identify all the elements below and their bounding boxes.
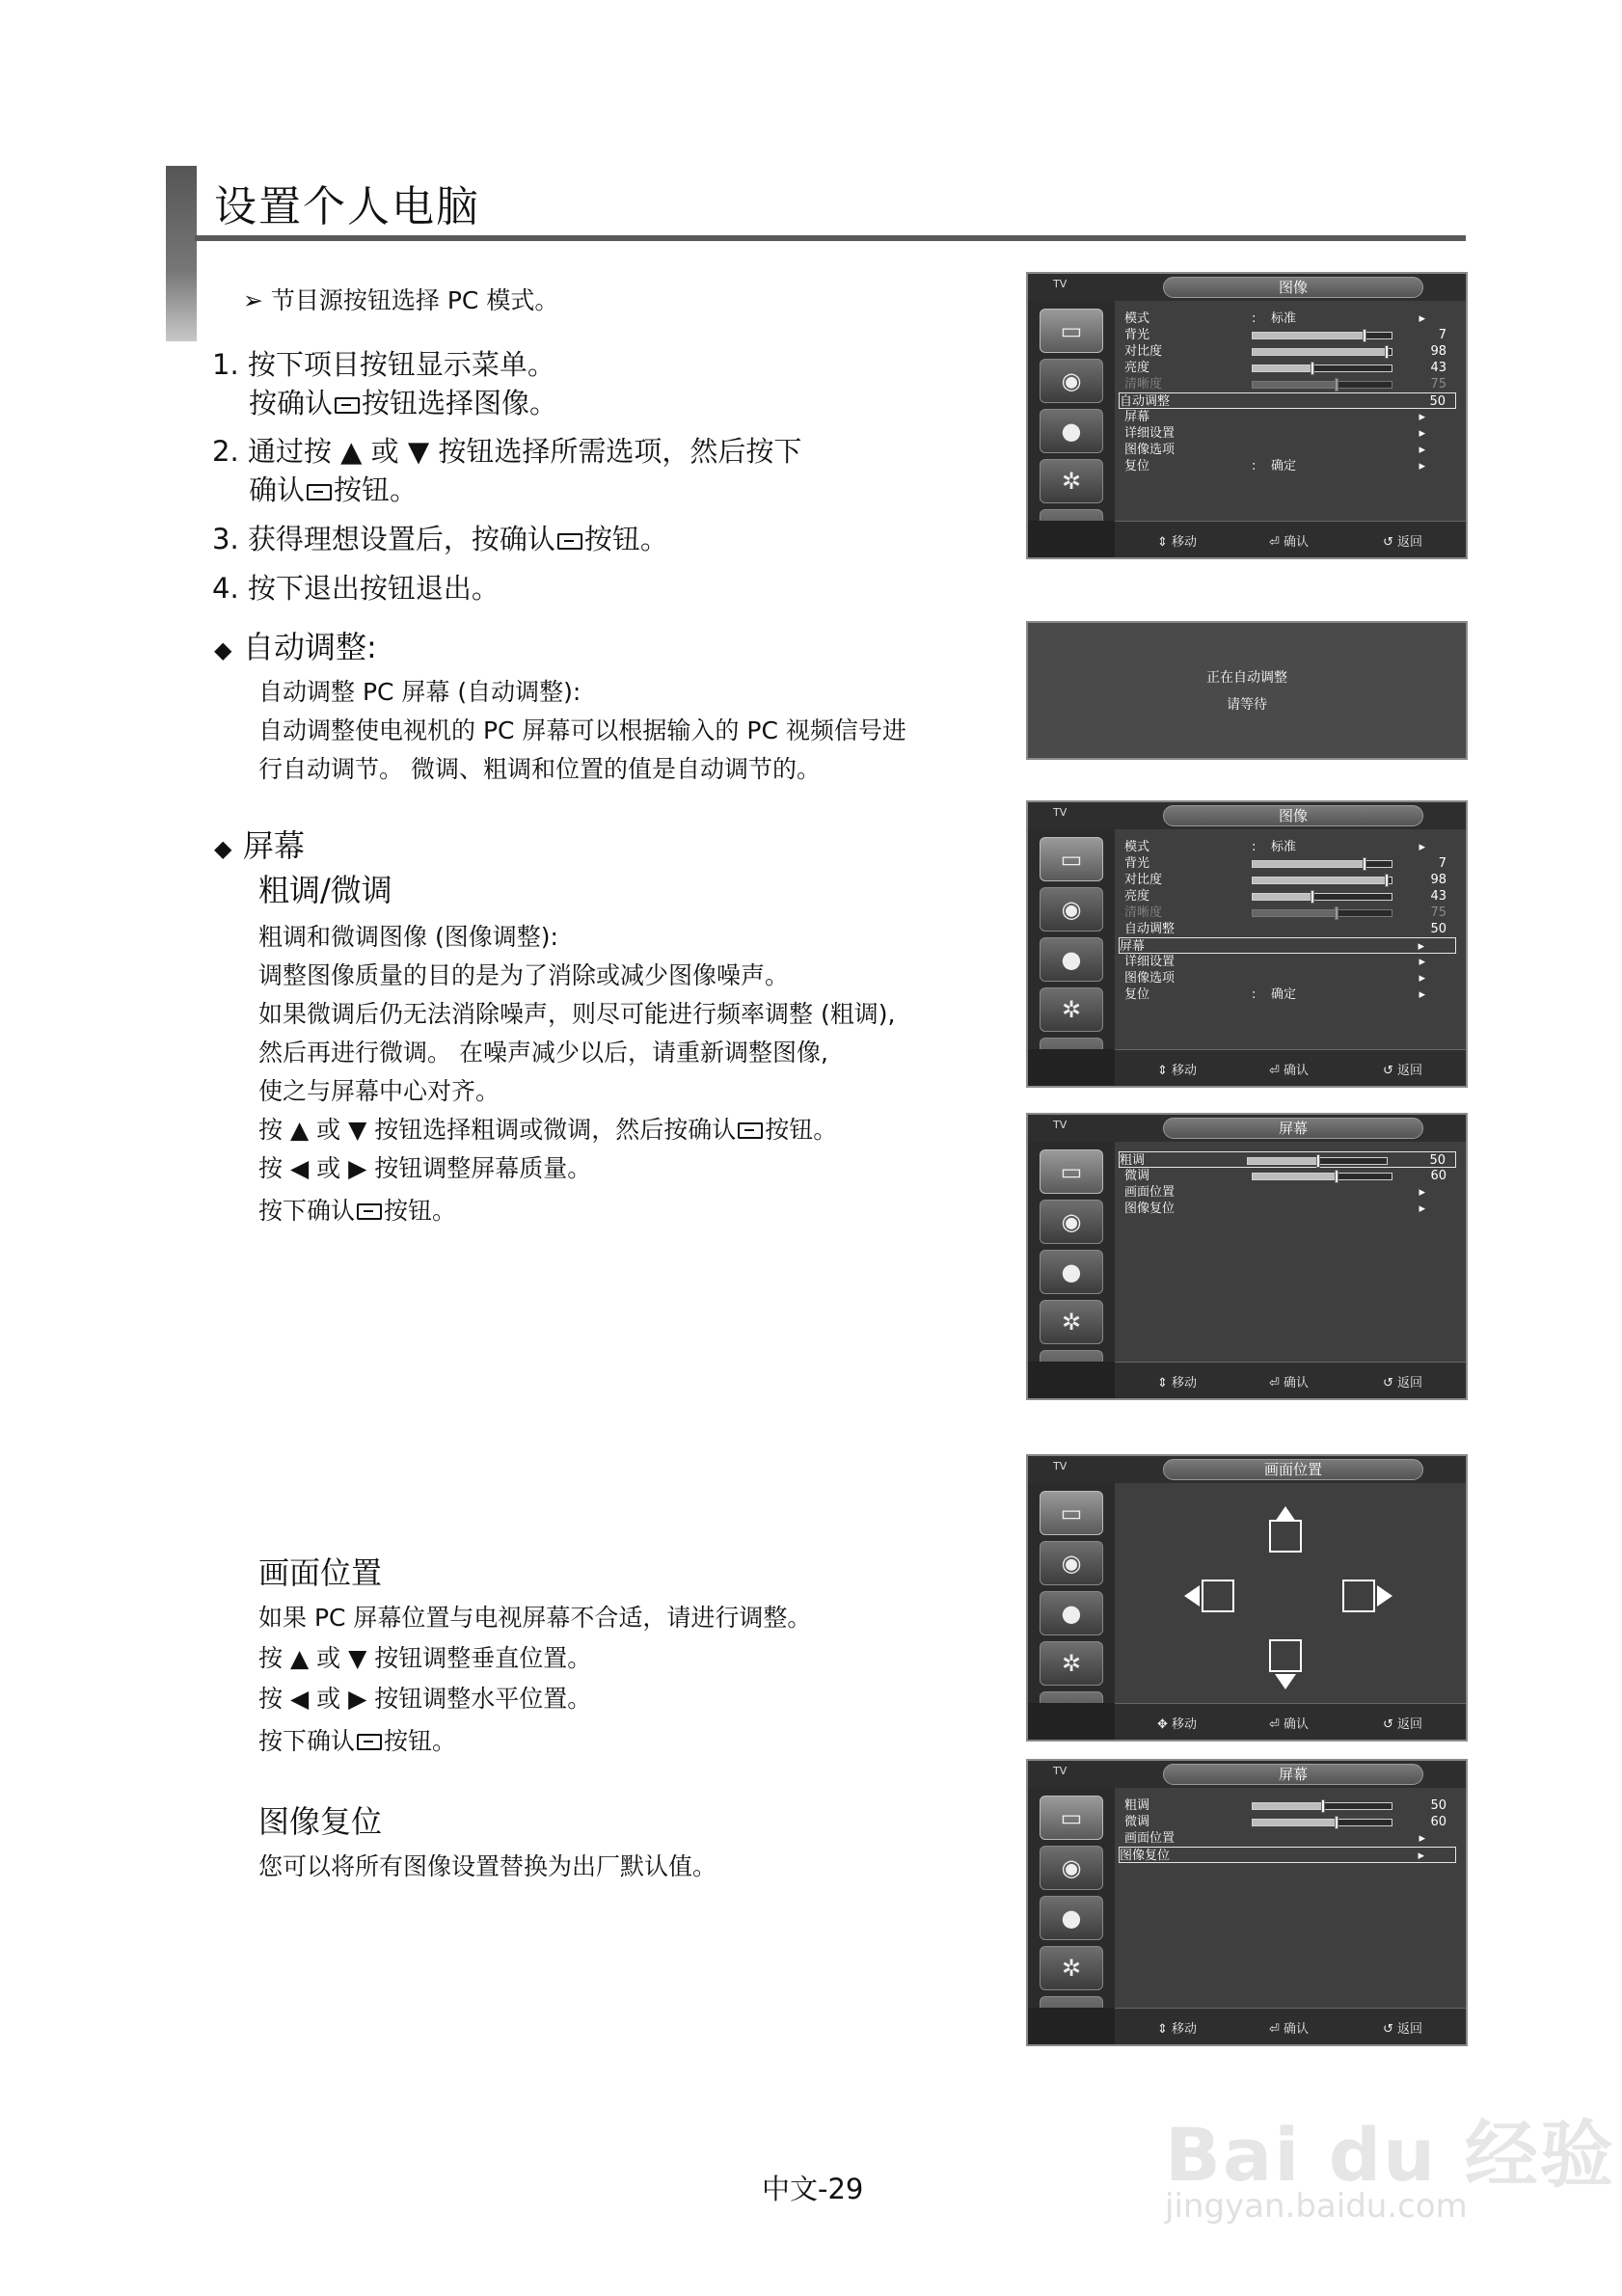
row-label: 微调 (1124, 1815, 1150, 1829)
osd-picture-menu-1 (1026, 272, 1468, 559)
menu-row-coarse[interactable] (1124, 1797, 1456, 1814)
arrow-icon: ▸ (1419, 1202, 1425, 1216)
hint-text: 确认 (1284, 1064, 1310, 1078)
osd-sidebar (1028, 1483, 1115, 1703)
return-hint: ↺ 返回 (1383, 2022, 1423, 2037)
hint-text: 确认 (1284, 1376, 1310, 1391)
menu-row-reset[interactable] (1124, 986, 1456, 1003)
osd-sidebar (1028, 301, 1115, 521)
menu-row-autoadjust[interactable] (1119, 392, 1456, 409)
step-number: 1. (212, 348, 239, 381)
step-3 (212, 518, 668, 557)
enter-hint: ⏎ 确认 (1269, 535, 1310, 550)
step-text: 确认 (249, 473, 306, 506)
row-label: 复位 (1124, 987, 1150, 1002)
channel-icon[interactable]: ● (1040, 409, 1103, 453)
up-arrow-icon[interactable] (1275, 1506, 1296, 1522)
channel-icon[interactable]: ● (1040, 1896, 1103, 1940)
return-hint: ↺ 返回 (1383, 1376, 1423, 1391)
osd-screen-menu-2 (1026, 1759, 1468, 2046)
left-arrow-icon[interactable] (1184, 1585, 1200, 1607)
row-value: 75 (1430, 377, 1446, 392)
header-accent-bar (166, 166, 197, 341)
step-text: 按下项目按钮显示菜单。 (247, 348, 555, 381)
slider (1252, 1819, 1392, 1826)
enter-key-icon (357, 1734, 382, 1750)
picture-icon[interactable]: ▭ (1040, 1491, 1103, 1535)
row-label: 画面位置 (1124, 1831, 1176, 1846)
slider (1252, 1802, 1392, 1810)
osd-title: 画面位置 (1163, 1459, 1423, 1480)
row-value: 50 (1430, 1798, 1446, 1813)
slider (1252, 348, 1392, 356)
auto-line-2: 自动调整使电视机的 PC 屏幕可以根据输入的 PC 视频信号进 (258, 716, 906, 744)
line-text: 按下确认 (258, 1727, 356, 1755)
auto-adjust-message (1026, 621, 1468, 760)
osd-footer (1115, 1362, 1466, 1398)
header-rule (195, 235, 1466, 241)
tv-label: TV (1053, 278, 1068, 290)
reset-heading: 图像复位 (258, 1803, 383, 1840)
arrow-icon: ▸ (1419, 443, 1425, 457)
setup-icon[interactable]: ✲ (1040, 1300, 1103, 1344)
menu-row-brightness[interactable] (1124, 888, 1456, 905)
row-value: 50 (1430, 922, 1446, 936)
line-text: 按钮。 (384, 1727, 457, 1755)
row-label: 粗调 (1120, 1153, 1146, 1168)
row-value: 标准 (1271, 311, 1297, 326)
row-label: 对比度 (1124, 344, 1163, 359)
enter-hint: ⏎ 确认 (1269, 1717, 1310, 1732)
osd-picture-menu-2 (1026, 800, 1468, 1088)
row-value: 50 (1429, 1153, 1446, 1168)
row-label: 详细设置 (1124, 955, 1176, 969)
slider (1252, 893, 1392, 901)
hint-text: 移动 (1172, 535, 1198, 550)
row-value: 60 (1430, 1815, 1446, 1829)
enter-key-icon (738, 1122, 763, 1139)
step-number: 2. (212, 435, 239, 468)
osd-title: 图像 (1163, 805, 1423, 826)
row-value: 50 (1429, 394, 1446, 409)
menu-row-position[interactable] (1124, 1184, 1456, 1201)
setup-icon[interactable]: ✲ (1040, 1946, 1103, 1990)
row-value: 98 (1430, 344, 1446, 359)
menu-row-detail[interactable] (1124, 425, 1456, 442)
row-label: 屏幕 (1120, 939, 1146, 954)
slider (1252, 332, 1392, 339)
row-label: 对比度 (1124, 873, 1163, 887)
row-label: 清晰度 (1124, 377, 1163, 392)
row-label: 亮度 (1124, 889, 1150, 904)
step-text: 按钮。 (583, 523, 668, 555)
position-line-3: 按 ◀ 或 ▶ 按钮调整水平位置。 (258, 1685, 592, 1713)
osd-sidebar (1028, 1142, 1115, 1362)
sound-icon[interactable]: ◉ (1040, 887, 1103, 932)
menu-row-fine[interactable] (1124, 1168, 1456, 1184)
arrow-icon: ▸ (1419, 410, 1425, 424)
row-label: 模式 (1124, 840, 1150, 854)
slider (1252, 1173, 1392, 1180)
channel-icon[interactable]: ● (1040, 1250, 1103, 1294)
arrow-icon: ▸ (1419, 426, 1425, 441)
arrow-icon: ▸ (1419, 459, 1425, 473)
menu-row-detail[interactable] (1124, 954, 1456, 970)
step-text: 按钮选择图像。 (362, 387, 558, 419)
slider (1247, 1157, 1388, 1165)
menu-row-brightness[interactable] (1124, 360, 1456, 376)
arrow-icon: ▸ (1419, 1831, 1425, 1846)
channel-icon[interactable]: ● (1040, 1591, 1103, 1635)
arrow-icon: ▸ (1419, 840, 1425, 854)
arrow-icon: ▸ (1418, 1849, 1424, 1863)
enter-hint: ⏎ 确认 (1269, 1064, 1310, 1078)
heading-text: 屏幕 (243, 827, 306, 864)
right-arrow-icon[interactable] (1377, 1585, 1392, 1607)
step-text: 通过按 ▲ 或 ▼ 按钮选择所需选项，然后按下 (247, 435, 802, 468)
hint-text: 返回 (1397, 2022, 1423, 2037)
auto-line-3: 行自动调节。 微调、粗调和位置的值是自动调节的。 (258, 755, 821, 783)
enter-key-icon (335, 397, 360, 414)
setup-icon[interactable]: ✲ (1040, 987, 1103, 1032)
sound-icon[interactable]: ◉ (1040, 1541, 1103, 1585)
menu-row-coarse[interactable] (1119, 1151, 1456, 1168)
arrow-icon: ▸ (1418, 939, 1424, 954)
menu-row-autoadjust[interactable] (1124, 921, 1456, 937)
return-hint: ↺ 返回 (1383, 1717, 1423, 1732)
position-line-4 (258, 1722, 456, 1757)
auto-heading (214, 623, 377, 667)
menu-row-screen[interactable] (1119, 937, 1456, 954)
enter-key-icon (357, 1203, 382, 1220)
return-hint: ↺ 返回 (1383, 535, 1423, 550)
screen-line-8 (258, 1192, 456, 1227)
picture-icon[interactable]: ▭ (1040, 1149, 1103, 1194)
menu-row-imgreset[interactable] (1124, 1201, 1456, 1217)
line-text: 按钮。 (384, 1197, 457, 1225)
step-4 (212, 567, 500, 607)
hint-text: 移动 (1172, 2022, 1198, 2037)
channel-icon[interactable]: ● (1040, 937, 1103, 982)
row-value: 98 (1430, 873, 1446, 887)
step-text: 按下退出按钮退出。 (247, 572, 500, 605)
screen-line-4: 然后再进行微调。 在噪声减少以后，请重新调整图像, (258, 1039, 828, 1067)
row-colon: : (1252, 987, 1257, 1002)
setup-icon[interactable]: ✲ (1040, 459, 1103, 503)
setup-icon[interactable]: ✲ (1040, 1641, 1103, 1686)
screen-line-1: 粗调和微调图像 (图像调整): (258, 923, 558, 951)
osd-footer (1115, 2008, 1466, 2044)
osd-position-screen (1026, 1454, 1468, 1742)
slider (1252, 381, 1392, 389)
row-value: 标准 (1271, 840, 1297, 854)
move-hint: ✥ 移动 (1157, 1717, 1198, 1732)
row-colon: : (1252, 459, 1257, 473)
hint-text: 确认 (1284, 535, 1310, 550)
position-line-2: 按 ▲ 或 ▼ 按钮调整垂直位置。 (258, 1644, 592, 1672)
position-down-box (1269, 1639, 1302, 1672)
menu-row-mode[interactable] (1124, 311, 1456, 327)
screen-line-3: 如果微调后仍无法消除噪声，则尽可能进行频率调整 (粗调), (258, 1000, 896, 1028)
source-note: ➢ 节目源按钮选择 PC 模式。 (243, 286, 559, 314)
row-value: 43 (1430, 361, 1446, 375)
row-label: 画面位置 (1124, 1185, 1176, 1200)
hint-text: 移动 (1172, 1376, 1198, 1391)
row-label: 图像复位 (1120, 1849, 1171, 1863)
menu-row-options[interactable] (1124, 970, 1456, 986)
enter-hint: ⏎ 确认 (1269, 1376, 1310, 1391)
sound-icon[interactable]: ◉ (1040, 1200, 1103, 1244)
row-label: 图像选项 (1124, 971, 1176, 986)
osd-sidebar (1028, 829, 1115, 1049)
screen-line-5: 使之与屏幕中心对齐。 (258, 1077, 500, 1105)
hint-text: 确认 (1284, 1717, 1310, 1732)
row-label: 微调 (1124, 1169, 1150, 1183)
menu-row-fine[interactable] (1124, 1814, 1456, 1830)
hint-text: 返回 (1397, 1376, 1423, 1391)
line-text: 按钮。 (765, 1116, 838, 1144)
move-hint: ⇕ 移动 (1157, 2022, 1198, 2037)
menu-row-backlight[interactable] (1124, 327, 1456, 343)
screen-subheading: 粗调/微调 (258, 872, 392, 908)
page-number: 中文-29 (762, 2173, 864, 2205)
hint-text: 返回 (1397, 1064, 1423, 1078)
menu-row-reset[interactable] (1124, 458, 1456, 474)
sound-icon[interactable]: ◉ (1040, 359, 1103, 403)
step-2 (212, 430, 801, 470)
diamond-icon: ◆ (214, 636, 232, 663)
row-label: 自动调整 (1120, 394, 1171, 409)
menu-row-options[interactable] (1124, 442, 1456, 458)
return-hint: ↺ 返回 (1383, 1064, 1423, 1078)
hint-text: 返回 (1397, 1717, 1423, 1732)
hint-text: 移动 (1172, 1717, 1198, 1732)
sound-icon[interactable]: ◉ (1040, 1846, 1103, 1890)
row-value: 75 (1430, 905, 1446, 920)
line-text: 按下确认 (258, 1197, 356, 1225)
menu-row-mode[interactable] (1124, 839, 1456, 855)
menu-row-contrast[interactable] (1124, 343, 1456, 360)
step-number: 3. (212, 523, 239, 555)
hint-text: 确认 (1284, 2022, 1310, 2037)
arrow-icon: ▸ (1419, 955, 1425, 969)
position-left-box (1202, 1580, 1234, 1612)
screen-line-2: 调整图像质量的目的是为了消除或减少图像噪声。 (258, 961, 790, 989)
reset-line: 您可以将所有图像设置替换为出厂默认值。 (258, 1852, 717, 1880)
message-line-1: 正在自动调整 (1206, 670, 1287, 686)
screen-heading (214, 822, 305, 866)
tv-label: TV (1053, 1765, 1068, 1777)
row-label: 详细设置 (1124, 426, 1176, 441)
row-label: 背光 (1124, 328, 1150, 342)
menu-row-sharpness (1124, 376, 1456, 392)
row-value: 7 (1438, 328, 1446, 342)
heading-text: 自动调整: (243, 629, 377, 665)
row-label: 粗调 (1124, 1798, 1150, 1813)
osd-footer (1115, 1049, 1466, 1086)
position-heading: 画面位置 (258, 1554, 383, 1591)
slider (1252, 877, 1392, 884)
osd-title: 屏幕 (1163, 1764, 1423, 1785)
row-label: 模式 (1124, 311, 1150, 326)
hint-text: 返回 (1397, 535, 1423, 550)
line-text: 按 ▲ 或 ▼ 按钮选择粗调或微调，然后按确认 (258, 1116, 737, 1144)
row-label: 背光 (1124, 856, 1150, 871)
step-text: 按钮。 (334, 473, 419, 506)
osd-sidebar (1028, 1788, 1115, 2008)
row-value: 60 (1430, 1169, 1446, 1183)
position-line-1: 如果 PC 屏幕位置与电视屏幕不合适，请进行调整。 (258, 1604, 812, 1632)
baidu-watermark-logo: Bai du 经验 (1165, 2112, 1615, 2198)
picture-icon[interactable]: ▭ (1040, 1796, 1103, 1840)
osd-title: 图像 (1163, 277, 1423, 298)
menu-row-position[interactable] (1124, 1830, 1456, 1847)
row-label: 清晰度 (1124, 905, 1163, 920)
menu-row-imgreset[interactable] (1119, 1847, 1456, 1863)
row-label: 图像复位 (1124, 1202, 1176, 1216)
arrow-icon: ▸ (1419, 311, 1425, 326)
osd-footer (1115, 1703, 1466, 1740)
position-right-box (1342, 1580, 1375, 1612)
menu-row-contrast[interactable] (1124, 872, 1456, 888)
diamond-icon: ◆ (214, 835, 232, 862)
baidu-watermark-url: jingyan.baidu.com (1165, 2187, 1468, 2226)
row-label: 亮度 (1124, 361, 1150, 375)
move-hint: ⇕ 移动 (1157, 1064, 1198, 1078)
step-1 (212, 343, 555, 383)
step-text: 按确认 (249, 387, 334, 419)
menu-row-backlight[interactable] (1124, 855, 1456, 872)
screen-line-7: 按 ◀ 或 ▶ 按钮调整屏幕质量。 (258, 1154, 592, 1182)
down-arrow-icon[interactable] (1275, 1674, 1296, 1689)
row-label: 屏幕 (1124, 410, 1150, 424)
screen-line-6 (258, 1111, 837, 1146)
step-1-cont (249, 382, 557, 421)
move-hint: ⇕ 移动 (1157, 1376, 1198, 1391)
tv-label: TV (1053, 1119, 1068, 1131)
slider (1252, 909, 1392, 917)
tv-label: TV (1053, 806, 1068, 819)
osd-footer (1115, 521, 1466, 557)
row-label: 自动调整 (1124, 922, 1176, 936)
picture-icon[interactable]: ▭ (1040, 837, 1103, 881)
arrow-icon: ▸ (1419, 1185, 1425, 1200)
row-value: 确定 (1271, 987, 1297, 1002)
row-label: 图像选项 (1124, 443, 1176, 457)
page-title: 设置个人电脑 (214, 182, 480, 231)
row-colon: : (1252, 840, 1257, 854)
move-hint: ⇕ 移动 (1157, 535, 1198, 550)
tv-label: TV (1053, 1460, 1068, 1472)
row-value: 43 (1430, 889, 1446, 904)
position-up-box (1269, 1520, 1302, 1553)
row-value: 确定 (1271, 459, 1297, 473)
row-colon: : (1252, 311, 1257, 326)
step-text: 获得理想设置后，按确认 (247, 523, 555, 555)
row-value: 7 (1438, 856, 1446, 871)
auto-line-1: 自动调整 PC 屏幕 (自动调整): (258, 678, 581, 706)
menu-row-screen[interactable] (1124, 409, 1456, 425)
picture-icon[interactable]: ▭ (1040, 309, 1103, 353)
slider (1252, 860, 1392, 868)
enter-hint: ⏎ 确认 (1269, 2022, 1310, 2037)
step-2-cont (249, 469, 418, 508)
hint-text: 移动 (1172, 1064, 1198, 1078)
menu-row-sharpness (1124, 905, 1456, 921)
slider (1252, 365, 1392, 372)
osd-screen-menu-1 (1026, 1113, 1468, 1400)
arrow-icon: ▸ (1419, 987, 1425, 1002)
arrow-icon: ▸ (1419, 971, 1425, 986)
row-label: 复位 (1124, 459, 1150, 473)
message-line-2: 请等待 (1227, 697, 1267, 713)
step-number: 4. (212, 572, 239, 605)
enter-key-icon (557, 533, 582, 550)
enter-key-icon (307, 484, 332, 500)
osd-title: 屏幕 (1163, 1118, 1423, 1139)
